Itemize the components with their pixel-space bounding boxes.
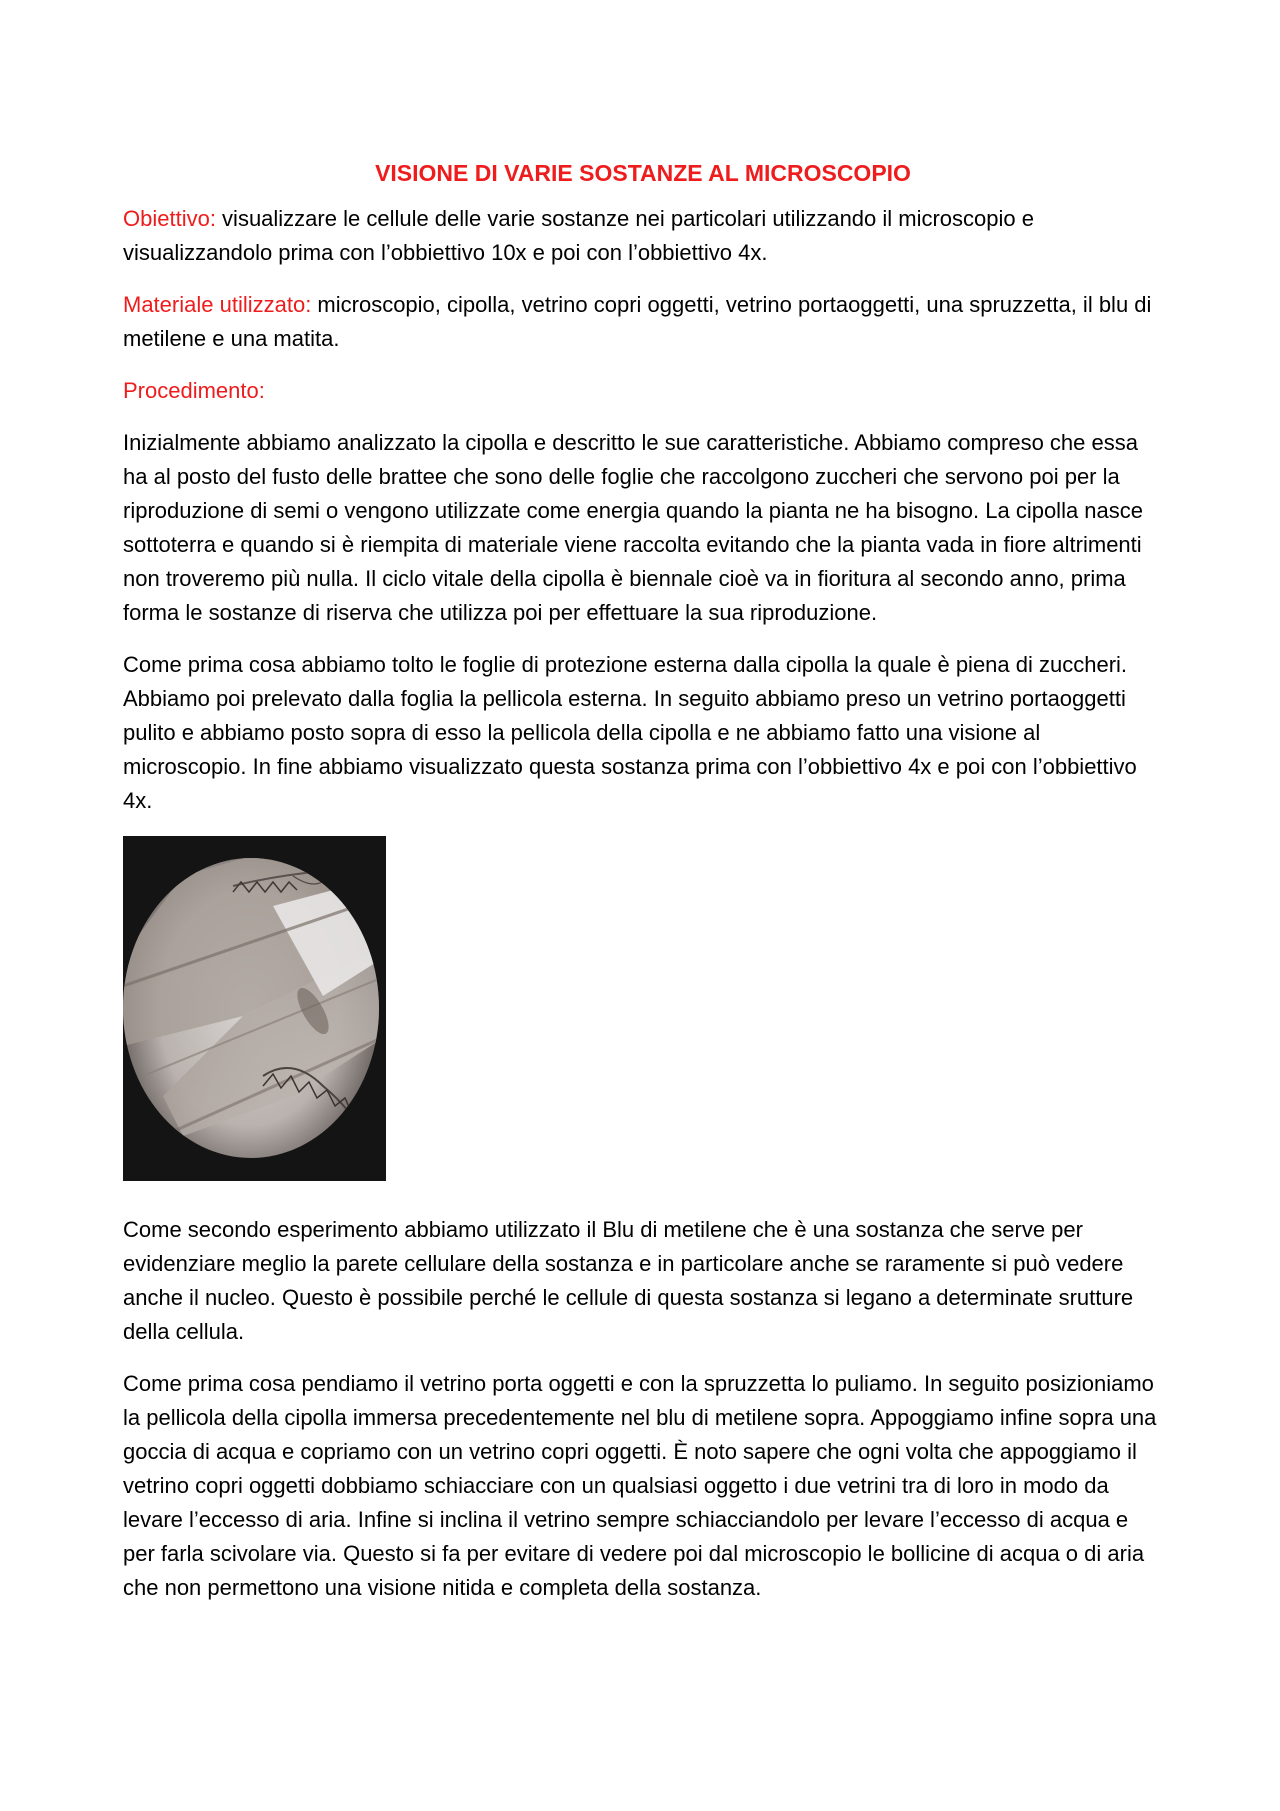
paragraph-first-experiment: Come prima cosa abbiamo tolto le foglie di protezione esterna dalla cipolla la quale è piena di zuccheri. Abbiamo poi prelevato dalla foglia la pellicola esterna. In seguito abbiamo preso un vetrino portaoggetti pulito e abbiamo posto sopra di esso la pellicola della cipolla e ne abbiamo fatto una visione al microscopio. In fine abbiamo visualizzato questa sostanza prima con l’obbiettivo 4x e poi con l’obbiettivo 4x.: [123, 652, 1137, 813]
paragraph-methylene-blue: Come secondo esperimento abbiamo utilizzato il Blu di metilene che è una sostanza che serve per evidenziare meglio la parete cellulare della sostanza e in particolare anche se raramente si può vedere anche il nucleo. Questo è possibile perché le cellule di questa sostanza si legano a determinate srutture della cellula.: [123, 1217, 1134, 1344]
objective-text: visualizzare le cellule delle varie sostanze nei particolari utilizzando il microscopio e visualizzandolo prima con l’obbiettivo 10x e poi con l’obbiettivo 4x.: [123, 206, 1034, 265]
paragraph-onion-description: Inizialmente abbiamo analizzato la cipolla e descritto le sue caratteristiche. Abbiamo compreso che essa ha al posto del fusto delle brattee che sono delle foglie che raccolgono zuccheri che servono poi per la riproduzione di semi o vengono utilizzate come energia quando la pianta ne ha bisogno. La cipolla nasce sottoterra e quando si è riempita di materiale viene raccolta evitando che la pianta vada in fiore altrimenti non troveremo più nulla. Il ciclo vitale della cipolla è biennale cioè va in fioritura al secondo anno, prima forma le sostanze di riserva che utilizza poi per effettuare la sua riproduzione.: [123, 430, 1144, 625]
procedure-label: Procedimento:: [123, 378, 265, 403]
materials-text: microscopio, cipolla, vetrino copri oggetti, vetrino portaoggetti, una spruzzetta, il blu di metilene e una matita.: [123, 292, 1152, 351]
objective-label: Obiettivo:: [123, 206, 216, 231]
document-body: [123, 156, 1163, 1623]
materials-label: Materiale utilizzato:: [123, 292, 312, 317]
document-title: VISIONE DI VARIE SOSTANZE AL MICROSCOPIO: [375, 160, 911, 186]
microscope-photo: [123, 836, 386, 1181]
paragraph-second-procedure: Come prima cosa pendiamo il vetrino porta oggetti e con la spruzzetta lo puliamo. In seguito posizioniamo la pellicola della cipolla immersa precedentemente nel blu di metilene sopra. Appoggiamo infine sopra una goccia di acqua e copriamo con un vetrino copri oggetti. È noto sapere che ogni volta che appoggiamo il vetrino copri oggetti dobbiamo schiacciare con un qualsiasi oggetto i due vetrini tra di loro in modo da levare l’eccesso di aria. Infine si inclina il vetrino sempre schiacciandolo per levare l’eccesso di acqua e per farla scivolare via. Questo si fa per evitare di vedere poi dal microscopio le bollicine di acqua o di aria che non permettono una visione nitida e completa della sostanza.: [123, 1371, 1157, 1600]
objective-paragraph: [123, 202, 1163, 270]
microscope-image-svg: [123, 836, 386, 1181]
materials-paragraph: [123, 288, 1163, 356]
